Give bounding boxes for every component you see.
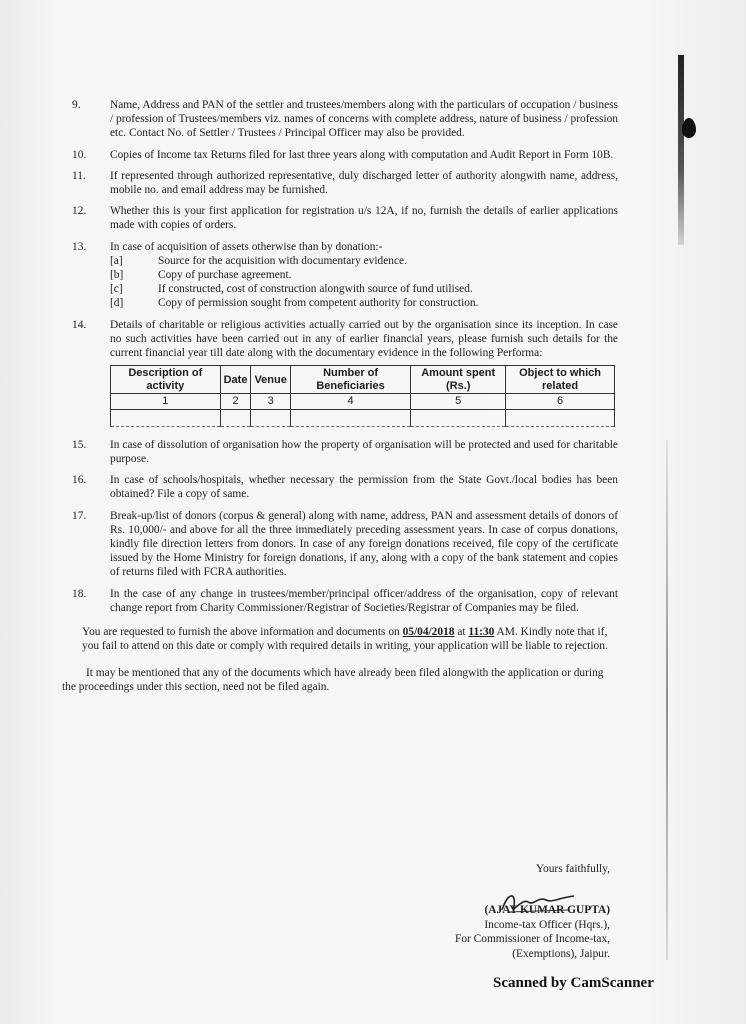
- table-cell: [506, 409, 615, 426]
- sub-item-text: Copy of purchase agreement.: [158, 269, 292, 282]
- sub-item: [110, 282, 618, 296]
- list-item: [62, 473, 618, 501]
- sub-item-text: Copy of permission sought from competent authority for construction.: [158, 297, 479, 310]
- list-item: [62, 148, 618, 162]
- list-item: [62, 438, 618, 466]
- table-row: [111, 409, 615, 426]
- item-text: In case of acquisition of assets otherwise than by donation:-: [110, 240, 383, 253]
- hearing-notice-paragraph: You are requested to furnish the above information and documents on 05/04/2018 at 11:30 AM. Kindly note that if, you fail to attend on this date or comply with required details in writing, your application will be liable to rejection.: [82, 625, 608, 653]
- scan-fold-line: [666, 440, 668, 960]
- sub-item: [110, 254, 618, 268]
- list-item: [62, 509, 618, 580]
- sub-item: [110, 296, 618, 310]
- column-header: Object to which related: [506, 366, 615, 394]
- scan-edge-shadow: [678, 55, 684, 245]
- list-item: [62, 240, 618, 311]
- table-cell: [111, 409, 221, 426]
- list-item: [62, 587, 618, 615]
- column-header: Amount spent (Rs.): [411, 366, 506, 394]
- sub-item-key: [d]: [110, 297, 124, 310]
- table-cell: [411, 409, 506, 426]
- salutation: Yours faithfully,: [535, 863, 610, 875]
- table-cell: [290, 409, 410, 426]
- item-text: Whether this is your first application for registration u/s 12A, if no, furnish the details of earlier applications made with copies of orders.: [110, 205, 618, 232]
- item-text: In case of schools/hospitals, whether necessary the permission from the State Govt./local bodies has been obtained? File a copy of same.: [110, 474, 618, 501]
- hearing-date: 05/04/2018: [402, 625, 455, 638]
- item-number: 15.: [72, 438, 87, 451]
- table-cell: 1: [111, 394, 221, 410]
- closing-paragraphs: [62, 625, 618, 695]
- item-text: If represented through authorized representative, duly discharged letter of authority alongwith name, address, mobile no. and email address may be furnished.: [110, 169, 618, 197]
- sub-item-key: [c]: [110, 283, 123, 296]
- table-cell: 6: [506, 394, 615, 410]
- list-item: [62, 169, 618, 197]
- sub-item-key: [b]: [110, 269, 124, 282]
- sub-item-text: Source for the acquisition with documentary evidence.: [158, 254, 407, 267]
- sub-item: [110, 268, 618, 282]
- camscanner-watermark: Scanned by CamScanner: [493, 975, 654, 991]
- table-cell: 5: [411, 394, 506, 410]
- item-number: 10.: [72, 148, 87, 161]
- item-number: 13.: [72, 240, 87, 253]
- column-header: Number of Beneficiaries: [290, 366, 410, 394]
- item-number: 17.: [72, 509, 87, 522]
- sub-item-text: If constructed, cost of construction alongwith source of fund utilised.: [158, 283, 473, 296]
- signature-scrawl-icon: [498, 888, 578, 918]
- item-text: In the case of any change in trustees/member/principal officer/address of the organisation, copy of relevant change report from Charity Commissioner/Registrar of Societies/Registrar of Companies may be filed.: [110, 587, 618, 614]
- activity-performa-table: [110, 365, 615, 427]
- documents-note-paragraph: It may be mentioned that any of the documents which have already been filed alongwith the application or during the proceedings under this section, need not be filed again.: [62, 666, 604, 694]
- column-header: Description of activity: [111, 366, 221, 394]
- item-text: Name, Address and PAN of the settler and trustees/members along with the particulars of occupation / business / profession of Trustees/members viz. names of concerns with complete address, nature of business / profession etc. Contact No. of Settler / Trustees / Principal Officer may also be provided.: [110, 99, 618, 140]
- item-text: Break-up/list of donors (corpus & general) along with name, address, PAN and assessment details of donors of Rs. 10,000/- and above for all the three immediately preceding assessment years. In case of corpus donations, kindly file direction letters from donors. In case of any foreign donations received, file copy of the certificate issued by the Home Ministry for foreign donations, if any, along with a copy of the bank statement and copies of returns filed with FCRA authorities.: [110, 509, 618, 579]
- list-item: [62, 204, 618, 232]
- item-number: 9.: [72, 99, 81, 111]
- item-number: 11.: [72, 169, 86, 182]
- office-line: (Exemptions), Jaipur.: [512, 948, 610, 961]
- table-cell: [251, 409, 290, 426]
- list-item: [62, 98, 618, 141]
- item-text: Details of charitable or religious activities actually carried out by the organisation since its inception. In case no such activities have been carried out in any of earlier financial years, please furnish such details for the current financial year till date along with the documentary evidence in the following Performa:: [110, 318, 618, 360]
- officer-designation: Income-tax Officer (Hqrs.),: [484, 918, 610, 931]
- item-number: 12.: [72, 205, 87, 218]
- officer-name: (AJAY KUMAR GUPTA): [484, 903, 610, 916]
- sub-item-key: [a]: [110, 254, 123, 267]
- table-cell: 2: [220, 394, 251, 410]
- table-row: [111, 394, 615, 410]
- table-cell: 3: [251, 394, 290, 410]
- item-number: 16.: [72, 474, 87, 487]
- table-cell: [220, 409, 251, 426]
- item-number: 14.: [72, 318, 87, 331]
- item-number: 18.: [72, 587, 87, 600]
- column-header: Date: [220, 366, 251, 394]
- notice-body: [62, 98, 618, 707]
- item-text: In case of dissolution of organisation how the property of organisation will be protected and used for charitable purpose.: [110, 438, 618, 465]
- table-header-row: [111, 366, 615, 394]
- column-header: Venue: [251, 366, 290, 394]
- list-item: [62, 318, 618, 431]
- table-cell: 4: [290, 394, 410, 410]
- hearing-time: 11:30: [468, 625, 495, 638]
- for-line: For Commissioner of Income-tax,: [454, 933, 610, 946]
- punch-hole-mark: [682, 118, 696, 138]
- item-text: Copies of Income tax Returns filed for last three years along with computation and Audit Report in Form 10B.: [110, 148, 614, 161]
